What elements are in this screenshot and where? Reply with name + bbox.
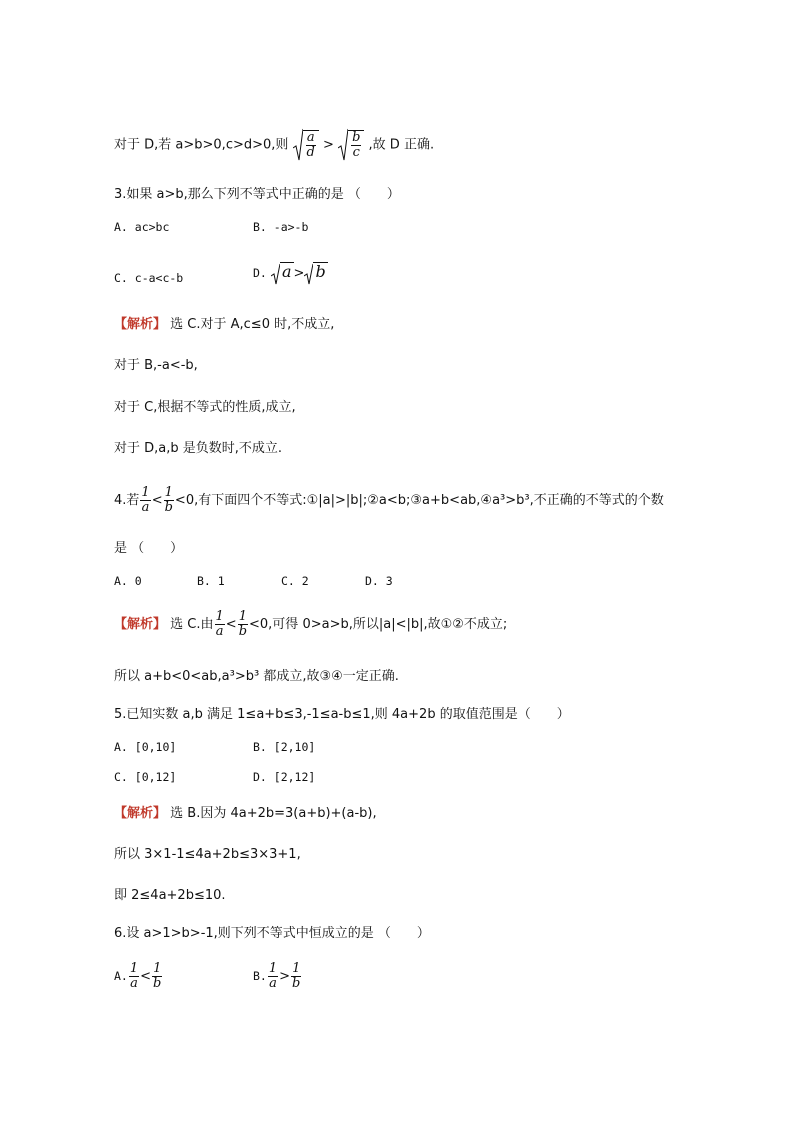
fraction-numerator: 1: [215, 609, 224, 624]
q5-option-d: D. [2,12]: [253, 770, 316, 784]
top-conclusion-line: [114, 128, 434, 162]
fraction-numerator: b: [352, 129, 361, 145]
q4-option-a: A. 0: [114, 574, 142, 588]
fraction-numerator: 1: [292, 961, 301, 976]
fraction-numerator: 1: [164, 485, 173, 500]
sqrt-fraction-a-over-d: [293, 128, 319, 162]
text-segment: ,故 D 正确.: [368, 137, 435, 153]
option-label: B.: [253, 969, 267, 983]
gt-sign: >: [293, 265, 305, 281]
analysis-text: <0,可得 0>a>b,所以|a|<|b|,故①②不成立;: [249, 617, 508, 632]
radicand: a: [282, 262, 292, 281]
fraction-numerator: 1: [129, 961, 139, 976]
fraction-1-over-a: [129, 962, 139, 991]
lt-sign: <: [140, 969, 152, 984]
option-label: D.: [253, 265, 267, 280]
lt-sign: <: [151, 493, 163, 508]
fraction-denominator: b: [164, 500, 173, 515]
sqrt-a: [271, 262, 294, 285]
q6-stem: 6.设 a>1>b>-1,则下列不等式中恒成立的是 （ ）: [114, 926, 430, 941]
radical-sign: [338, 128, 348, 162]
fraction-1-over-b: [164, 486, 174, 515]
analysis-text: 选 B.因为 4a+2b=3(a+b)+(a-b),: [170, 806, 377, 821]
q5-stem: 5.已知实数 a,b 满足 1≤a+b≤3,-1≤a-b≤1,则 4a+2b 的取值范围是（ ）: [114, 707, 570, 722]
q5-option-a: A. [0,10]: [114, 740, 177, 754]
fraction-denominator: d: [306, 144, 315, 160]
fraction-denominator: c: [352, 144, 360, 160]
sqrt-fraction-b-over-c: [338, 128, 364, 162]
radical-sign: [293, 128, 303, 162]
radical-sign: [271, 263, 280, 285]
q4-analysis-line-1: [114, 610, 507, 639]
fraction-1-over-a: [140, 486, 150, 515]
text-segment: 4.若: [114, 493, 140, 508]
fraction-denominator: a: [215, 624, 224, 639]
text-segment: 对于 D,若 a>b>0,c>d>0,则: [114, 137, 289, 153]
analysis-tag: 【解析】: [114, 806, 167, 821]
q3-analysis-line-1: [114, 316, 334, 334]
fraction-1-over-a: [215, 610, 225, 639]
fraction-numerator: 1: [268, 961, 278, 976]
analysis-text: 选 C.由: [170, 617, 214, 632]
lt-sign: <: [225, 617, 237, 632]
fraction-denominator: b: [153, 976, 162, 991]
q4-stem-line-1: [114, 486, 664, 515]
radicand: b: [315, 262, 326, 281]
q3-analysis-line-2: 对于 B,-a<-b,: [114, 358, 198, 373]
fraction-denominator: b: [292, 976, 301, 991]
q3-option-d: [253, 262, 328, 285]
fraction-numerator: 1: [153, 961, 162, 976]
analysis-tag: 【解析】: [114, 617, 167, 632]
q5-option-b: B. [2,10]: [253, 740, 316, 754]
q5-analysis-line-2: 所以 3×1-1≤4a+2b≤3×3+1,: [114, 847, 301, 862]
option-label: A.: [114, 969, 128, 983]
fraction-numerator: 1: [141, 485, 150, 500]
q3-analysis-line-4: 对于 D,a,b 是负数时,不成立.: [114, 441, 283, 456]
q6-option-a: [114, 962, 163, 991]
fraction-denominator: b: [238, 624, 248, 639]
fraction-denominator: a: [141, 500, 150, 515]
q3-stem: 3.如果 a>b,那么下列不等式中正确的是 （ ）: [114, 187, 400, 202]
gt-sign: >: [323, 137, 334, 153]
sqrt-b: [304, 262, 327, 285]
q6-option-b: [253, 962, 302, 991]
fraction-numerator: a: [306, 129, 315, 145]
gt-sign: >: [279, 969, 291, 984]
q3-option-a: A. ac>bc: [114, 220, 170, 234]
fraction-denominator: a: [269, 976, 277, 991]
q4-analysis-line-2: 所以 a+b<0<ab,a³>b³ 都成立,故③④一定正确.: [114, 669, 399, 684]
fraction-1-over-b: [291, 962, 301, 991]
q5-analysis-line-3: 即 2≤4a+2b≤10.: [114, 888, 226, 903]
q4-option-d: D. 3: [365, 574, 393, 588]
analysis-text: 选 C.对于 A,c≤0 时,不成立,: [170, 317, 335, 332]
fraction-numerator: 1: [238, 609, 247, 624]
q4-option-b: B. 1: [197, 574, 225, 588]
fraction-1-over-a: [268, 962, 278, 991]
fraction-1-over-b: [152, 962, 162, 991]
q3-analysis-line-3: 对于 C,根据不等式的性质,成立,: [114, 400, 296, 415]
q5-option-c: C. [0,12]: [114, 770, 177, 784]
text-segment: <0,有下面四个不等式:①|a|>|b|;②a<b;③a+b<ab,④a³>b³,不正确的不等式的个数: [174, 493, 664, 508]
q3-option-b: B. -a>-b: [253, 220, 309, 234]
q4-stem-line-2: 是 （ ）: [114, 541, 184, 556]
q4-option-c: C. 2: [281, 574, 309, 588]
q3-option-c: C. c-a<c-b: [114, 271, 184, 285]
fraction-denominator: a: [130, 976, 138, 991]
analysis-tag: 【解析】: [114, 317, 167, 332]
radical-sign: [304, 263, 313, 285]
q5-analysis-line-1: [114, 805, 377, 823]
fraction-1-over-b: [238, 610, 248, 639]
